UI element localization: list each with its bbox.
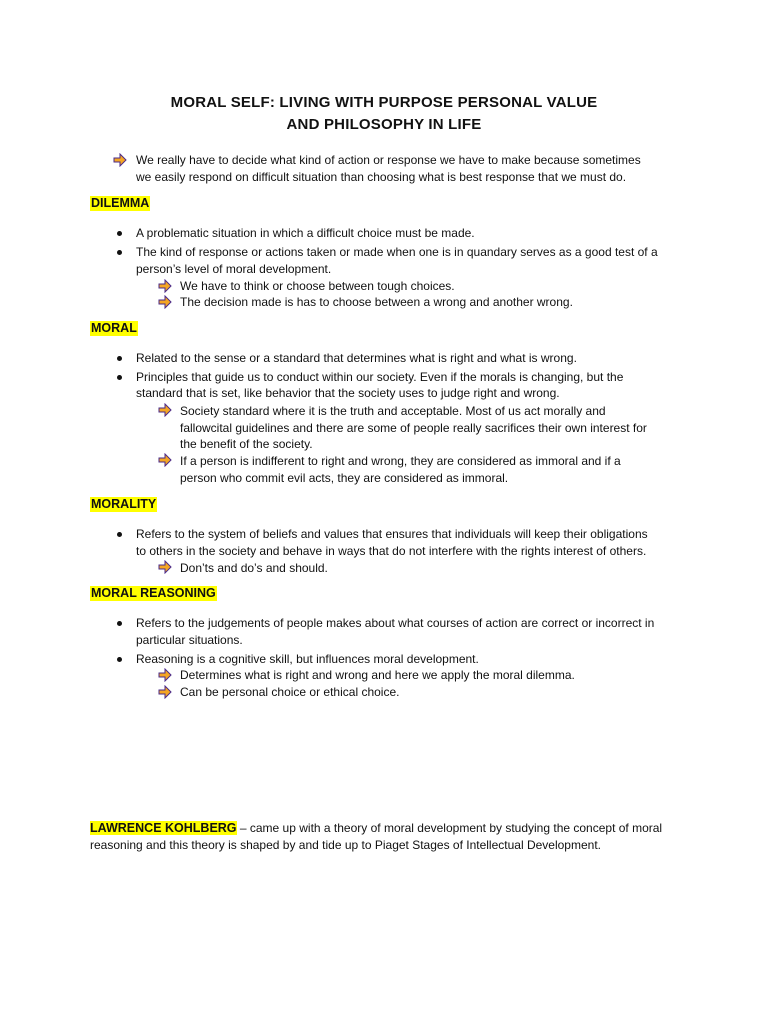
- bullet-icon: [117, 621, 122, 626]
- moral-bullet-2-line-2: standard that is set, like behavior that the society uses to judge right and wrong.: [136, 386, 560, 400]
- moral-sub-2-line-1: If a person is indifferent to right and wrong, they are considered as immoral and if a: [180, 454, 621, 468]
- page-title: [0, 92, 768, 136]
- reasoning-bullet-1-line-2: particular situations.: [136, 633, 243, 647]
- dilemma-bullet-2-line-2: person’s level of moral development.: [136, 262, 332, 276]
- kohlberg-line-1: [90, 820, 662, 836]
- bullet-icon: [117, 532, 122, 537]
- kohlberg-line-2: reasoning and this theory is shaped by and tide up to Piaget Stages of Intellectual Development.: [90, 838, 601, 852]
- morality-bullet-1-line-2: to others in the society and behave in ways that do not interfere with the rights interest of others.: [136, 544, 647, 558]
- reasoning-sub-1: Determines what is right and wrong and here we apply the moral dilemma.: [180, 668, 575, 682]
- heading-moral: MORAL: [91, 321, 137, 335]
- moral-sub-1-line-3: the benefit of the society.: [180, 437, 313, 451]
- morality-bullet-1-line-1: Refers to the system of beliefs and values that ensures that individuals will keep their obligations: [136, 527, 648, 541]
- intro-line-1: We really have to decide what kind of action or response we have to make because sometimes: [136, 153, 641, 167]
- arrow-bullet-icon: [158, 453, 172, 467]
- dilemma-bullet-2-line-1: The kind of response or actions taken or made when one is in quandary serves as a good test of a: [136, 245, 658, 259]
- moral-bullet-2-line-1: Principles that guide us to conduct within our society. Even if the morals is changing, but the: [136, 370, 624, 384]
- bullet-icon: [117, 375, 122, 380]
- arrow-bullet-icon: [158, 560, 172, 574]
- moral-bullet-1: Related to the sense or a standard that determines what is right and what is wrong.: [136, 351, 577, 365]
- heading-dilemma: DILEMMA: [91, 196, 150, 210]
- arrow-bullet-icon: [158, 295, 172, 309]
- heading-morality: MORALITY: [91, 497, 157, 511]
- arrow-bullet-icon: [158, 685, 172, 699]
- reasoning-sub-2: Can be personal choice or ethical choice.: [180, 685, 400, 699]
- reasoning-bullet-2: Reasoning is a cognitive skill, but influences moral development.: [136, 652, 479, 666]
- morality-sub-1: Don’ts and do’s and should.: [180, 561, 328, 575]
- dilemma-sub-2: The decision made is has to choose between a wrong and another wrong.: [180, 295, 573, 309]
- bullet-icon: [117, 231, 122, 236]
- bullet-icon: [117, 657, 122, 662]
- arrow-bullet-icon: [158, 668, 172, 682]
- arrow-bullet-icon: [113, 153, 127, 167]
- kohlberg-name: LAWRENCE KOHLBERG: [90, 821, 237, 835]
- heading-moral-reasoning: MORAL REASONING: [91, 586, 216, 600]
- bullet-icon: [117, 250, 122, 255]
- reasoning-bullet-1-line-1: Refers to the judgements of people makes about what courses of action are correct or incorrect in: [136, 616, 655, 630]
- dilemma-sub-1: We have to think or choose between tough choices.: [180, 279, 455, 293]
- kohlberg-line-1-rest: – came up with a theory of moral development by studying the concept of moral: [236, 821, 663, 835]
- intro-line-2: we easily respond on difficult situation than choosing what is best response that we must do.: [136, 170, 627, 184]
- title-line-1: MORAL SELF: LIVING WITH PURPOSE PERSONAL VALUE: [170, 94, 598, 111]
- arrow-bullet-icon: [158, 403, 172, 417]
- dilemma-bullet-1: A problematic situation in which a difficult choice must be made.: [136, 226, 475, 240]
- moral-sub-1-line-2: fallowcital guidelines and there are some of people really sacrifices their own interest for: [180, 421, 647, 435]
- moral-sub-1-line-1: Society standard where it is the truth and acceptable. Most of us act morally and: [180, 404, 606, 418]
- bullet-icon: [117, 356, 122, 361]
- title-line-2: AND PHILOSOPHY IN LIFE: [286, 116, 482, 133]
- arrow-bullet-icon: [158, 279, 172, 293]
- moral-sub-2-line-2: person who commit evil acts, they are considered as immoral.: [180, 471, 509, 485]
